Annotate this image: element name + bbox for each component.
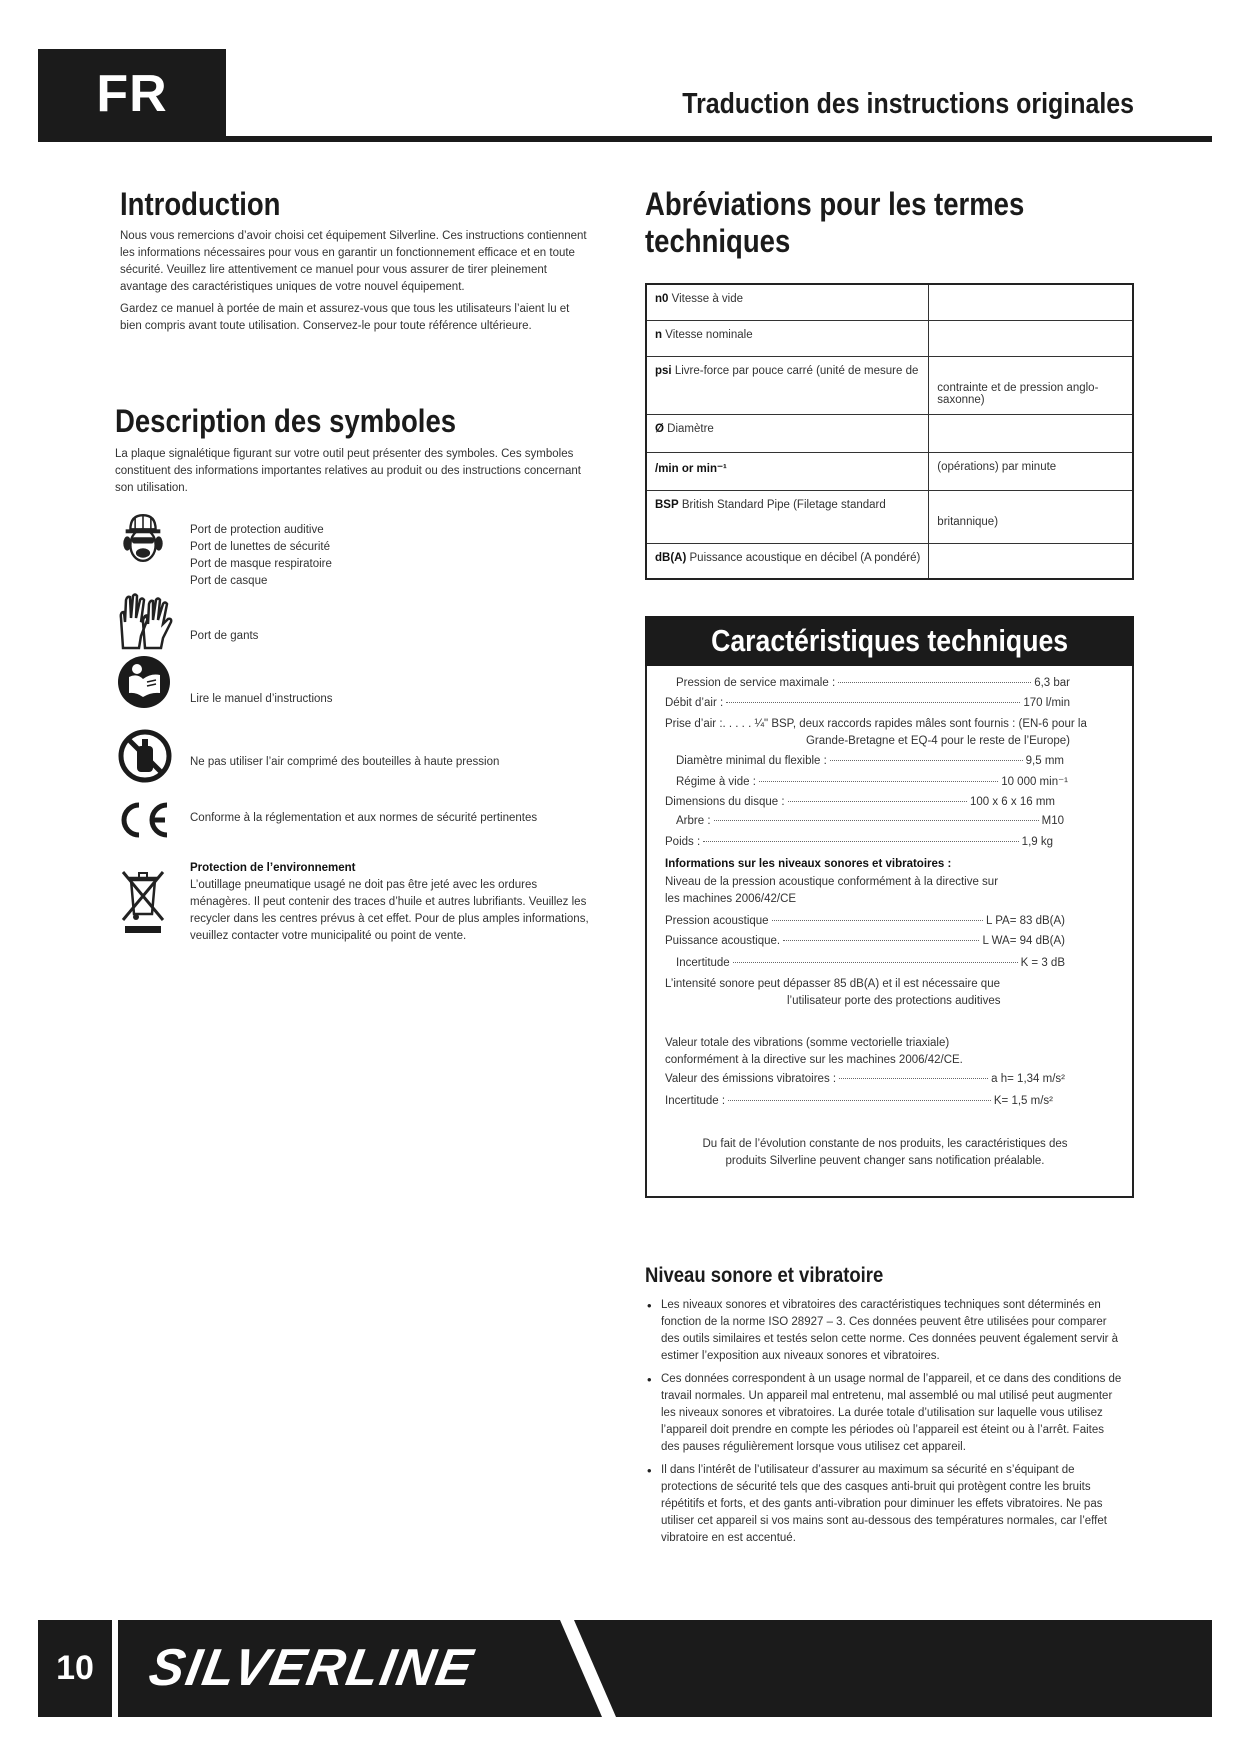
spec-row-disc	[665, 796, 1055, 808]
environment-block	[190, 860, 600, 945]
abbreviations-table	[645, 283, 1134, 580]
environment-text: L’outillage pneumatique usagé ne doit pas être jeté avec les ordures ménagères. Il peut contenir des traces d’huile et autres lubrifiants. Veuillez les recycler dans les centres prévus à cet effet. Pour de plus amples informations, veuillez contacter votre municipalité ou point de vente.	[190, 879, 589, 942]
spec-row-airflow	[665, 697, 1070, 709]
spec-label: Incertitude	[676, 957, 730, 969]
abbr-term: BSP	[655, 498, 679, 511]
abbr-row	[646, 284, 1133, 320]
spec-label: Incertitude :	[665, 1095, 726, 1107]
abbr-term: n	[655, 328, 663, 341]
symbols-intro: La plaque signalétique figurant sur votre outil peut présenter des symboles. Ces symboles constituent des informations importantes relatives au produit ou des instructions concernant son utilisation.	[115, 448, 582, 494]
abbr-row	[646, 356, 1133, 414]
specifications-heading	[645, 616, 1134, 666]
spec-row-arbor	[676, 815, 1064, 827]
spec-value: K = 3 dB	[1020, 957, 1065, 969]
spec-noise-title: Informations sur les niveaux sonores et vibratoires :	[665, 858, 952, 870]
abbr-row	[646, 490, 1133, 543]
spec-value: M10	[1041, 815, 1064, 827]
spec-label: Poids :	[665, 836, 701, 848]
gloves-icon	[115, 592, 175, 655]
spec-disclaimer: Du fait de l’évolution constante de nos produits, les caractéristiques des produits Silverline peuvent changer sans notification préalable.	[702, 1138, 1068, 1167]
list-item: • Les niveaux sonores et vibratoires des caractéristiques techniques sont déterminés en fonction de la norme ISO 28927 – 3. Ces données peuvent être utilisées pour comparer des outils similaires et testés selon cette norme. Ces données peuvent également servir à estimer l’exposition aux niveaux sonores et vibratoires.	[645, 1297, 1125, 1365]
abbr-row	[646, 320, 1133, 356]
gloves-label: Port de gants	[190, 630, 259, 642]
header-language-code: FR	[96, 65, 168, 123]
spec-label: Débit d’air :	[665, 697, 724, 709]
abbr-desc: Livre-force par pouce carré (unité de mesure de	[674, 364, 919, 377]
spec-label: Dimensions du disque :	[665, 796, 785, 808]
abbr-desc: Vitesse à vide	[671, 293, 744, 305]
spec-label: Valeur des émissions vibratoires :	[665, 1073, 837, 1085]
abbr-desc: Vitesse nominale	[665, 328, 753, 341]
read-manual-icon	[117, 655, 171, 714]
spec-row-inlet: Prise d’air :. . . . . ¼" BSP, deux raccords rapides mâles sont fournis : (EN-6 pour la	[665, 718, 1087, 730]
spec-row-vibration	[665, 1073, 1065, 1085]
spec-row-hose	[676, 755, 1064, 767]
spec-value: 6,3 bar	[1034, 677, 1070, 689]
read-manual-label: Lire le manuel d’instructions	[190, 693, 333, 705]
spec-label: Puissance acoustique.	[665, 935, 781, 947]
spec-value: L WA= 94 dB(A)	[982, 935, 1065, 947]
spec-row-weight	[665, 836, 1053, 848]
abbr-desc: Diamètre	[667, 422, 714, 435]
ppe-glasses: Port de lunettes de sécurité	[190, 541, 330, 553]
spec-value: L PA= 83 dB(A)	[986, 915, 1065, 927]
specifications-heading-text: Caractéristiques techniques	[710, 623, 1069, 658]
spec-value: 1,9 kg	[1021, 836, 1053, 848]
list-item: • Ces données correspondent à un usage normal de l’appareil, et ce dans des conditions de travail normales. Un appareil mal entretenu, mal assemblé ou mal utilisé peut augmenter les niveaux sonores et vibratoires. La durée totale d’utilisation sur laquelle vous utilisez l’appareil doit prendre en compte les périodes où l’appareil est éteint ou à l’arrêt. Faites des pauses régulièrement lorsque vous utilisez cet appareil.	[645, 1371, 1125, 1456]
no-bottle-icon	[117, 728, 173, 789]
footer-separator	[112, 1620, 118, 1717]
weee-bin-icon	[119, 868, 167, 939]
page-number: 10	[56, 1649, 94, 1687]
abbr-term: psi	[655, 364, 672, 377]
ppe-list	[190, 522, 332, 590]
spec-value: 100 x 6 x 16 mm	[969, 796, 1055, 808]
ce-label: Conforme à la réglementation et aux normes de sécurité pertinentes	[190, 812, 538, 824]
introduction-para-2: Gardez ce manuel à portée de main et assurez-vous que tous les utilisateurs l’aient lu et bien compris avant toute utilisation. Conservez-le pour toute référence ultérieure.	[120, 303, 570, 332]
ce-mark-icon	[117, 800, 173, 845]
spec-value: a h= 1,34 m/s²	[991, 1073, 1065, 1085]
introduction-para-1: Nous vous remercions d’avoir choisi cet équipement Silverline. Ces instructions contiennent les informations nécessaires pour vous en garantir un fonctionnement efficace et en toute sécurité. Veuillez lire attentivement ce manuel pour vous assurer de tirer pleinement avantage des caractéristiques uniques de votre nouvel équipement.	[120, 230, 587, 293]
spec-row-vib-uncertainty	[665, 1095, 1053, 1107]
spec-vib-intro-cont: conformément à la directive sur les machines 2006/42/CE.	[665, 1054, 963, 1066]
spec-noise-intro: Niveau de la pression acoustique conformément à la directive sur les machines 2006/42/CE	[665, 876, 999, 905]
spec-vib-intro: Valeur totale des vibrations (somme vectorielle triaxiale)	[665, 1037, 950, 1049]
no-bottle-label: Ne pas utiliser l’air comprimé des bouteilles à haute pression	[190, 756, 500, 768]
abbr-row	[646, 543, 1133, 579]
spec-label: Régime à vide :	[676, 776, 756, 788]
spec-label: Pression de service maximale :	[676, 677, 836, 689]
spec-row-lwa	[665, 935, 1065, 947]
abbr-right: contrainte et de pression anglo-saxonne)	[937, 381, 1099, 406]
abbr-desc: Puissance acoustique en décibel (A pondéré)	[689, 551, 921, 564]
spec-row-inlet-cont: Grande-Bretagne et EQ-4 pour le reste de l’Europe)	[805, 735, 1070, 747]
symbols-heading: Description des symboles	[115, 403, 457, 439]
spec-noise-warning-cont: l’utilisateur porte des protections auditives	[787, 995, 1001, 1007]
spec-label: Pression acoustique	[665, 915, 769, 927]
header-title: Traduction des instructions originales	[682, 88, 1134, 120]
abbr-term: n0	[655, 293, 669, 305]
abbr-row	[646, 414, 1133, 452]
ppe-hearing: Port de protection auditive	[190, 524, 324, 536]
header-rule	[38, 136, 1212, 142]
abbr-row	[646, 452, 1133, 490]
spec-label: Arbre :	[676, 815, 711, 827]
list-item: • Il dans l’intérêt de l’utilisateur d’assurer au maximum sa sécurité en s’équipant de protections de sécurité tels que des casques anti-bruit qui protègent contre les bruits répétitifs et forts, et des gants anti-vibration pour diminuer les effets vibratoires. Ne pas utiliser cet appareil si vos mains sont au-dessous des températures normales, car l’effet vibratoire en est accentué.	[645, 1462, 1125, 1547]
silverline-logo: SILVERLINE	[144, 1639, 479, 1697]
abbr-term: Ø	[655, 422, 664, 435]
footer-slant-stripe	[540, 1620, 660, 1717]
environment-title: Protection de l’environnement	[190, 862, 356, 874]
spec-value: K= 1,5 m/s²	[993, 1095, 1053, 1107]
abbreviations-heading-line1: Abréviations pour les termes	[645, 186, 1025, 222]
spec-value: 170 l/min	[1023, 697, 1070, 709]
spec-noise-warning: L’intensité sonore peut dépasser 85 dB(A) et il est nécessaire que	[665, 978, 1000, 990]
spec-row-speed	[676, 774, 1068, 788]
introduction-heading: Introduction	[120, 186, 281, 222]
spec-row-lpa	[665, 915, 1065, 927]
abbreviations-heading-line2: techniques	[645, 223, 791, 259]
abbr-term: dB(A)	[655, 551, 687, 564]
spec-row-pressure	[676, 677, 1070, 689]
abbr-term: /min or min⁻¹	[655, 462, 727, 475]
abbr-right: (opérations) par minute	[937, 460, 1057, 473]
ppe-icon	[117, 512, 169, 569]
abbr-desc: British Standard Pipe (Filetage standard	[681, 498, 886, 511]
spec-row-uncertainty	[676, 957, 1065, 969]
spec-value: 9,5 mm	[1025, 755, 1064, 767]
noise-section-heading: Niveau sonore et vibratoire	[645, 1264, 884, 1287]
abbr-right: britannique)	[937, 515, 999, 528]
spec-label: Diamètre minimal du flexible :	[676, 755, 827, 767]
noise-bullet-list	[645, 1297, 1125, 1553]
ppe-mask: Port de masque respiratoire	[190, 558, 332, 570]
spec-value: 10 000 min⁻¹	[1001, 776, 1068, 788]
ppe-helmet: Port de casque	[190, 575, 268, 587]
